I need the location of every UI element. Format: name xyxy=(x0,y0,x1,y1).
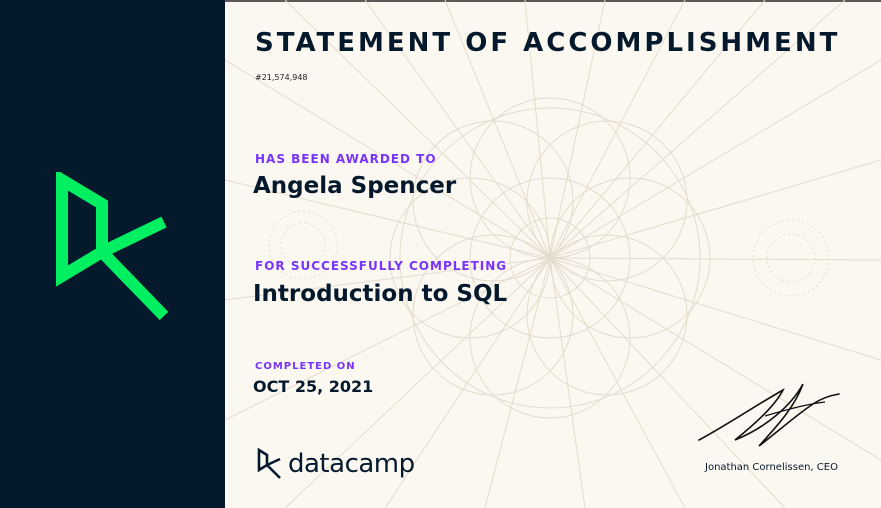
brand-name: datacamp xyxy=(288,449,415,479)
certificate-title: STATEMENT OF ACCOMPLISHMENT xyxy=(255,28,841,58)
completion-date: OCT 25, 2021 xyxy=(253,377,374,396)
course-name: Introduction to SQL xyxy=(253,281,508,307)
sidebar xyxy=(0,0,225,508)
certificate-id: #21,574,948 xyxy=(255,73,308,82)
signer-name: Jonathan Cornelissen, CEO xyxy=(705,462,838,473)
completing-label: FOR SUCCESSFULLY COMPLETING xyxy=(255,259,508,273)
awarded-label: HAS BEEN AWARDED TO xyxy=(255,152,437,166)
datacamp-logo-icon xyxy=(256,448,282,480)
completed-label: COMPLETED ON xyxy=(255,361,356,372)
recipient-name: Angela Spencer xyxy=(253,173,457,199)
brand-logo xyxy=(256,448,415,480)
certificate-body xyxy=(225,0,881,508)
datacamp-logo-icon xyxy=(52,172,172,324)
signature xyxy=(695,376,845,454)
